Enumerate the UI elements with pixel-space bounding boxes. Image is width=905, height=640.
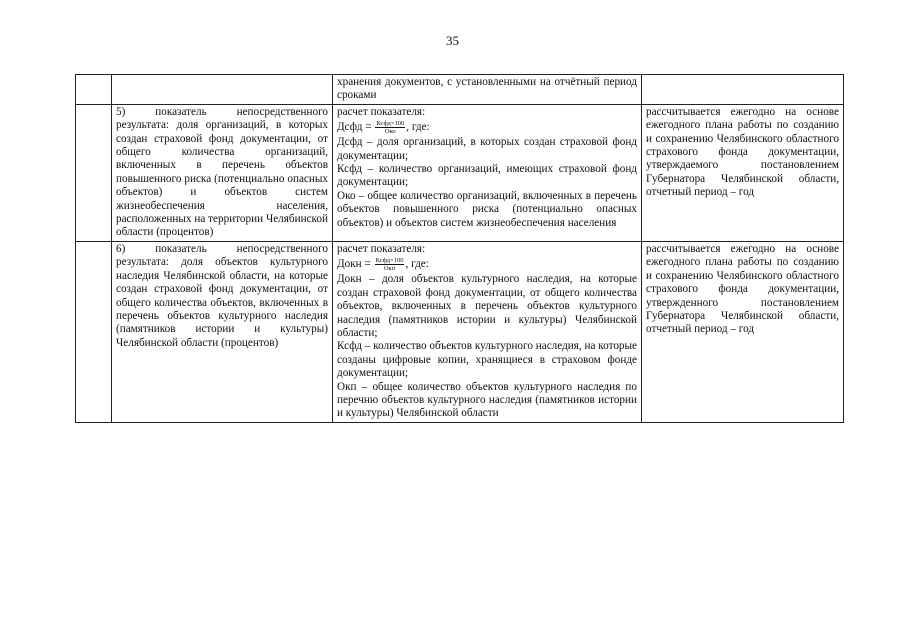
formula-suffix: , где: bbox=[405, 258, 429, 271]
table-row bbox=[76, 241, 844, 422]
calculation-method-cell bbox=[333, 241, 642, 422]
method-intro: расчет показателя: bbox=[337, 105, 426, 118]
method-text: Око – общее количество организаций, включенных в перечень объектов повышенного риска (потенциально опасных объектов) и объектов систем жизнеобеспечения населения bbox=[337, 189, 637, 229]
row-number-cell bbox=[76, 241, 112, 422]
formula bbox=[337, 120, 637, 135]
indicators-table bbox=[75, 74, 844, 423]
reporting-period-cell: рассчитывается ежегодно на основе ежегодного плана работы по созданию и сохранению Челябинского областного страхового фонда документации, утвержденного постановлением Губернатора Челябинской области, отчетный период – год bbox=[642, 241, 844, 422]
reporting-period-cell: рассчитывается ежегодно на основе ежегодного плана работы по созданию и сохранению Челябинского областного страхового фонда документации, утверждаемого постановлением Губернатора Челябинской области, отчетный период – год bbox=[642, 104, 844, 241]
method-text: хранения документов, с установленными на отчётный период сроками bbox=[337, 76, 637, 102]
method-text: Ксфд – количество объектов культурного наследия, на которые созданы цифровые копии, хранящиеся в страховом фонде документации; bbox=[337, 340, 637, 380]
table-row bbox=[76, 75, 844, 105]
indicator-name-cell: 5) показатель непосредственного результата: доля организаций, в которых создан страховой фонд документации, от общего количества организаций, включенных в перечень объектов повышенного риска (потенциально опасных объектов) и объектов систем жизнеобеспечения населения, расположенных на территории Челябинской области (процентов) bbox=[112, 104, 333, 241]
formula-denominator: Око bbox=[384, 128, 396, 136]
method-intro: расчет показателя: bbox=[337, 242, 426, 255]
method-text: Докн – доля объектов культурного наследия, на которые создан страховой фонд документации, от общего количества объектов, включенных в перечень объектов культурного наследия (памятников истории и культуры) Челябинской области; bbox=[337, 273, 637, 339]
formula-numerator: Ксфд×100 bbox=[375, 257, 404, 265]
formula-fraction bbox=[375, 120, 405, 135]
row-number-cell bbox=[76, 104, 112, 241]
table-row bbox=[76, 104, 844, 241]
row-number-cell bbox=[76, 75, 112, 105]
method-text: Ксфд – количество организаций, имеющих страховой фонд документации; bbox=[337, 163, 637, 189]
formula-suffix: , где: bbox=[406, 121, 430, 134]
indicator-name-cell: 6) показатель непосредственного результата: доля объектов культурного наследия Челябинской области, на которые создан страховой фонд документации, от общего количества объектов, включенных в перечень объектов культурного наследия (памятников истории и культуры) Челябинской области (процентов) bbox=[112, 241, 333, 422]
calculation-method-cell bbox=[333, 75, 642, 105]
reporting-period-cell bbox=[642, 75, 844, 105]
formula-numerator: Ксфд×100 bbox=[376, 120, 405, 128]
formula-lhs: Дсфд = bbox=[337, 121, 375, 134]
calculation-method-cell bbox=[333, 104, 642, 241]
method-text: Окп – общее количество объектов культурного наследия по перечню объектов культурного наследия (памятников истории и культуры) Челябинской области bbox=[337, 380, 637, 420]
indicator-name-cell bbox=[112, 75, 333, 105]
formula-lhs: Докн = bbox=[337, 258, 374, 271]
page-number: 35 bbox=[446, 33, 459, 48]
formula-fraction bbox=[375, 257, 405, 272]
formula bbox=[337, 257, 637, 272]
method-text: Дсфд – доля организаций, в которых создан страховой фонд документации; bbox=[337, 136, 637, 162]
formula-denominator: Окп bbox=[383, 265, 396, 273]
